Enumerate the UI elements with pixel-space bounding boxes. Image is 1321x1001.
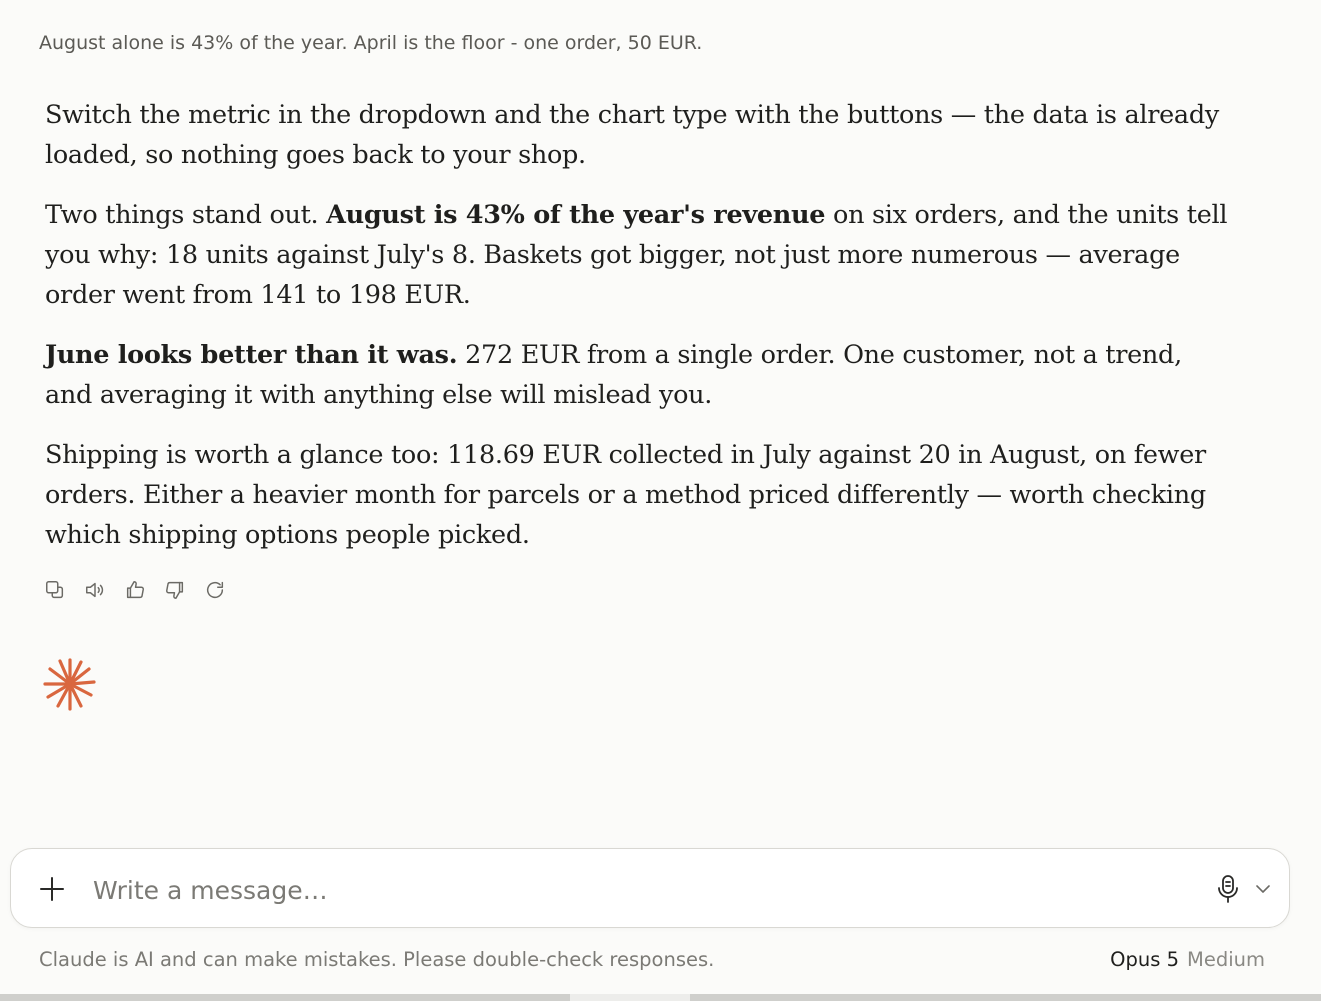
- claude-spark-icon: [43, 657, 97, 711]
- chevron-down-icon[interactable]: [1254, 880, 1272, 898]
- chart-bottom-edge: [606, 0, 714, 6]
- copy-icon: [44, 579, 66, 601]
- paragraph-2-lead: Two things stand out.: [45, 200, 327, 230]
- chart-caption: August alone is 43% of the year. April is the floor - one order, 50 EUR.: [39, 32, 703, 54]
- read-aloud-button[interactable]: [83, 578, 107, 602]
- message-input[interactable]: [91, 869, 1175, 911]
- paragraph-3-bold: June looks better than it was.: [45, 340, 458, 370]
- plus-icon[interactable]: [39, 876, 65, 902]
- message-paragraph-4: Shipping is worth a glance too: 118.69 EUR collected in July against 20 in August, on fewer orders. Either a heavier month for parcels or a method priced differently — worth checking which shipping options people picked.: [45, 440, 1206, 550]
- thumbs-up-icon: [124, 579, 146, 601]
- model-effort: Medium: [1187, 948, 1265, 971]
- message-paragraph-3: [45, 335, 1235, 415]
- thumbs-up-button[interactable]: [123, 578, 147, 602]
- message-composer: [10, 848, 1290, 928]
- horizontal-scrollbar[interactable]: [0, 994, 1321, 1001]
- copy-button[interactable]: [43, 578, 67, 602]
- paragraph-3-rest: 272 EUR from a single order. One customer, not a trend, and averaging it with anything else will mislead you.: [45, 340, 1182, 410]
- disclaimer-text: Claude is AI and can make mistakes. Please double-check responses.: [39, 948, 715, 971]
- model-selector[interactable]: [1110, 948, 1265, 971]
- paragraph-2-bold: August is 43% of the year's revenue: [326, 200, 826, 230]
- message-paragraph-1: Switch the metric in the dropdown and the chart type with the buttons — the data is already loaded, so nothing goes back to your shop.: [45, 100, 1219, 170]
- microphone-icon[interactable]: [1214, 874, 1242, 904]
- retry-button[interactable]: [203, 578, 227, 602]
- message-paragraph-2: [45, 195, 1235, 315]
- model-name: Opus 5: [1110, 948, 1180, 971]
- scrollbar-thumb[interactable]: [570, 994, 690, 1001]
- assistant-message: [45, 95, 1235, 575]
- speaker-icon: [84, 579, 106, 601]
- thumbs-down-icon: [164, 579, 186, 601]
- paragraph-2-rest: on six orders, and the units tell you why: 18 units against July's 8. Baskets got bigger, not just more numerous — average order went from 141 to 198 EUR.: [45, 200, 1228, 310]
- retry-icon: [204, 579, 226, 601]
- message-actions: [43, 578, 227, 602]
- thumbs-down-button[interactable]: [163, 578, 187, 602]
